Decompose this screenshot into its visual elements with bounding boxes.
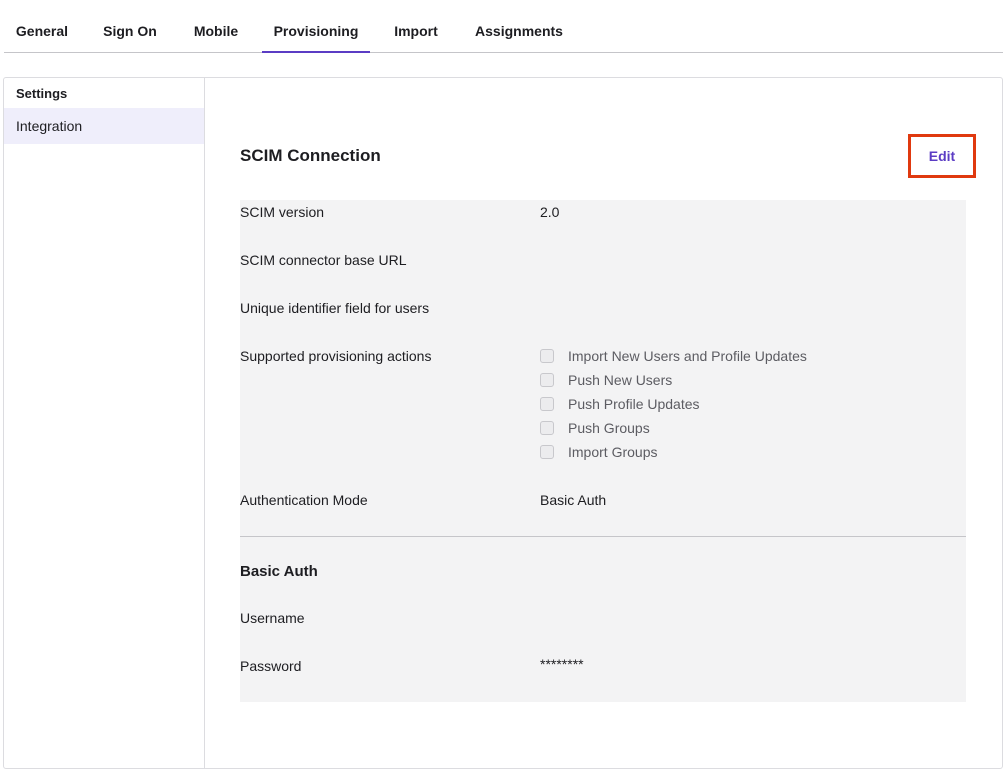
scim-version-value: 2.0 bbox=[540, 204, 560, 220]
checkbox-label: Import New Users and Profile Updates bbox=[568, 348, 807, 364]
tab-provisioning[interactable]: Provisioning bbox=[262, 0, 370, 53]
checkbox-icon[interactable] bbox=[540, 349, 554, 363]
sidebar-heading: Settings bbox=[16, 86, 68, 101]
checkbox-icon[interactable] bbox=[540, 373, 554, 387]
checkbox-icon[interactable] bbox=[540, 445, 554, 459]
checkbox-icon[interactable] bbox=[540, 421, 554, 435]
basic-auth-title: Basic Auth bbox=[240, 563, 318, 580]
checkbox-import-new-users[interactable] bbox=[540, 346, 807, 366]
settings-sidebar bbox=[4, 78, 205, 768]
tab-sign-on[interactable]: Sign On bbox=[103, 23, 157, 39]
checkbox-label: Push New Users bbox=[568, 372, 673, 388]
scim-version-label: SCIM version bbox=[240, 204, 325, 220]
username-label: Username bbox=[240, 610, 305, 626]
auth-mode-value: Basic Auth bbox=[540, 492, 607, 508]
scim-details bbox=[240, 200, 966, 702]
tab-mobile[interactable]: Mobile bbox=[193, 23, 239, 39]
edit-button[interactable]: Edit bbox=[908, 134, 976, 178]
checkbox-push-groups[interactable] bbox=[540, 418, 650, 438]
checkbox-icon[interactable] bbox=[540, 397, 554, 411]
password-value: ******** bbox=[540, 656, 584, 672]
checkbox-push-profile-updates[interactable] bbox=[540, 394, 700, 414]
section-title: SCIM Connection bbox=[240, 146, 381, 165]
tab-assignments[interactable]: Assignments bbox=[475, 23, 563, 39]
tab-general[interactable]: General bbox=[15, 23, 69, 39]
checkbox-label: Push Groups bbox=[568, 420, 650, 436]
tab-import[interactable]: Import bbox=[394, 23, 438, 39]
tab-bar bbox=[4, 0, 1003, 53]
sidebar-item-integration[interactable]: Integration bbox=[4, 108, 204, 144]
checkbox-label: Push Profile Updates bbox=[568, 396, 700, 412]
checkbox-label: Import Groups bbox=[568, 444, 658, 460]
checkbox-import-groups[interactable] bbox=[540, 442, 657, 462]
base-url-label: SCIM connector base URL bbox=[240, 252, 407, 268]
unique-id-label: Unique identifier field for users bbox=[240, 300, 430, 316]
divider bbox=[240, 536, 966, 537]
provisioning-actions-label: Supported provisioning actions bbox=[240, 348, 432, 364]
auth-mode-label: Authentication Mode bbox=[240, 492, 368, 508]
password-label: Password bbox=[240, 658, 302, 674]
checkbox-push-new-users[interactable] bbox=[540, 370, 672, 390]
